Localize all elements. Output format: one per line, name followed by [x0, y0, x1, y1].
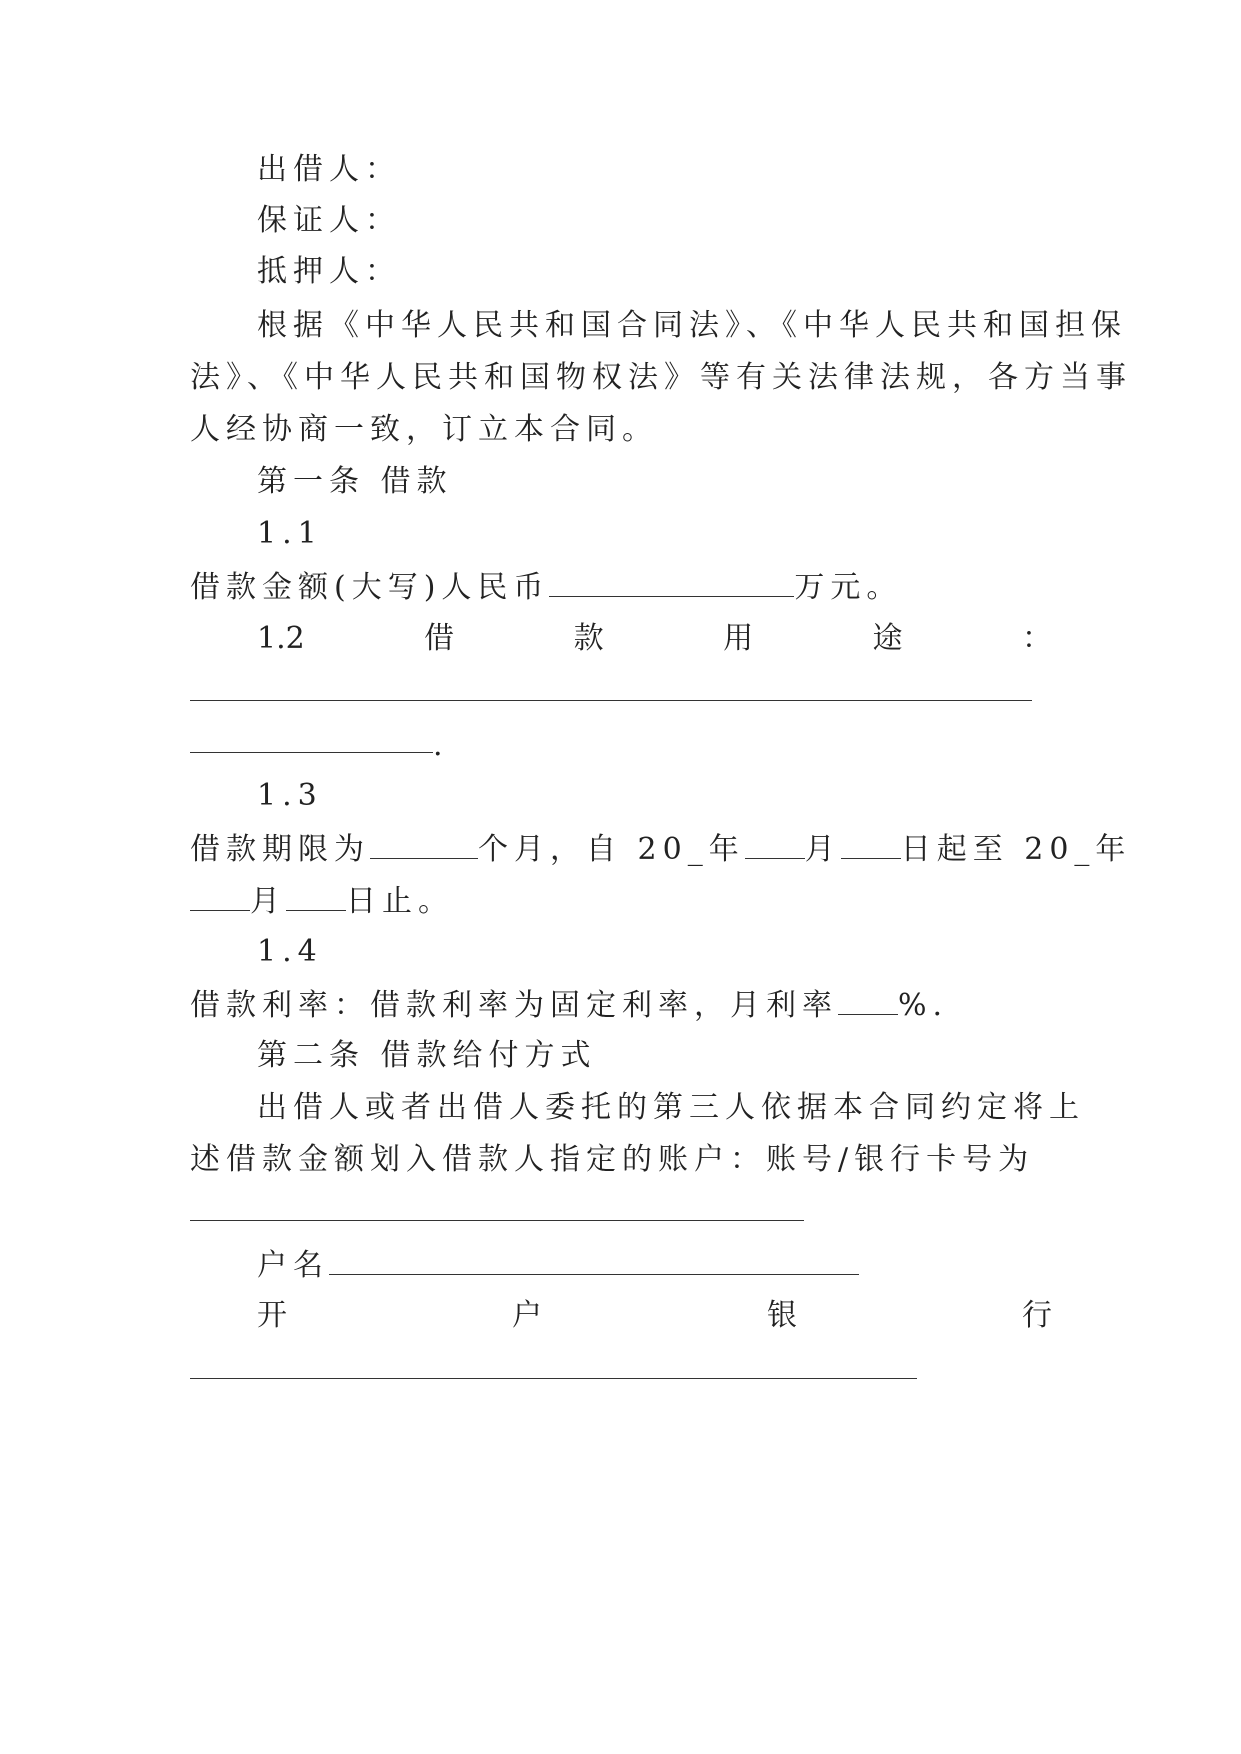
- purpose-blank-line-1: [190, 700, 1032, 701]
- preamble-line-3: 人经协商一致，订立本合同。: [190, 412, 658, 447]
- interest-label: 借款利率：借款利率为固定利率，月利率: [190, 988, 838, 1023]
- purpose-char-4: 途: [872, 621, 903, 656]
- section-1-1-number: 1.1: [257, 516, 323, 551]
- amount-label: 借款金额(大写)人民币: [190, 570, 550, 605]
- bank-heading: [257, 1296, 1052, 1336]
- bank-char-3: 银: [767, 1298, 797, 1333]
- amount-unit: 万元。: [794, 570, 903, 605]
- term-start-year: 个月，自 20_年: [478, 832, 745, 867]
- purpose-char-1: 借: [424, 621, 455, 656]
- term-months-blank: [370, 828, 478, 859]
- article-2-line-1: 出借人或者出借人委托的第三人依据本合同约定将上: [257, 1090, 1085, 1125]
- interest-rate-blank: [838, 984, 898, 1015]
- purpose-char-2: 款: [573, 621, 604, 656]
- account-name-row: [257, 1244, 1052, 1286]
- section-1-3-text-cont: [190, 880, 1052, 922]
- end-month-label: 月: [250, 884, 286, 919]
- end-year-label: 日起至 20_年: [900, 832, 1132, 867]
- amount-blank: [549, 566, 794, 597]
- lender-label: 出借人：: [257, 152, 401, 187]
- purpose-colon: ：: [1021, 621, 1052, 656]
- preamble-line-1: 根据《中华人民共和国合同法》、《中华人民共和国担保: [257, 308, 1127, 343]
- guarantor-label: 保证人：: [257, 203, 401, 238]
- section-1-4-number: 1.4: [257, 934, 323, 969]
- section-1-2-heading: [257, 619, 1052, 659]
- section-1-3-number: 1.3: [257, 778, 323, 813]
- bank-char-2: 户: [512, 1298, 542, 1333]
- purpose-blank-line-2: [190, 752, 433, 753]
- article-2-title: 第二条 借款给付方式: [257, 1038, 597, 1073]
- bank-char-4: 行: [1022, 1298, 1052, 1333]
- purpose-char-3: 用: [723, 621, 754, 656]
- preamble-line-2: 法》、《中华人民共和国物权法》等有关法律法规，各方当事: [190, 360, 1132, 395]
- account-name-label: 户名: [257, 1248, 329, 1283]
- account-name-blank: [329, 1244, 859, 1275]
- section-1-1-text: [190, 566, 1052, 608]
- bank-blank: [190, 1378, 917, 1379]
- start-day-blank: [841, 828, 901, 859]
- bank-char-1: 开: [257, 1298, 287, 1333]
- purpose-period: .: [433, 728, 449, 763]
- start-month-blank: [745, 828, 805, 859]
- article-2-line-2: 述借款金额划入借款人指定的账户：账号/银行卡号为: [190, 1142, 1035, 1177]
- end-month-blank: [190, 880, 250, 911]
- article-1-title: 第一条 借款: [257, 464, 453, 499]
- section-1-4-text: [190, 984, 1052, 1026]
- section-1-3-text: [190, 828, 1132, 870]
- mortgagor-label: 抵押人：: [257, 254, 401, 289]
- section-1-2-number: 1.2: [257, 621, 305, 656]
- interest-percent: %.: [898, 988, 949, 1023]
- end-day-label: 日止。: [346, 884, 454, 919]
- end-day-blank: [286, 880, 346, 911]
- start-month-label: 月: [804, 832, 841, 867]
- account-number-blank: [190, 1220, 804, 1221]
- term-label: 借款期限为: [190, 832, 370, 867]
